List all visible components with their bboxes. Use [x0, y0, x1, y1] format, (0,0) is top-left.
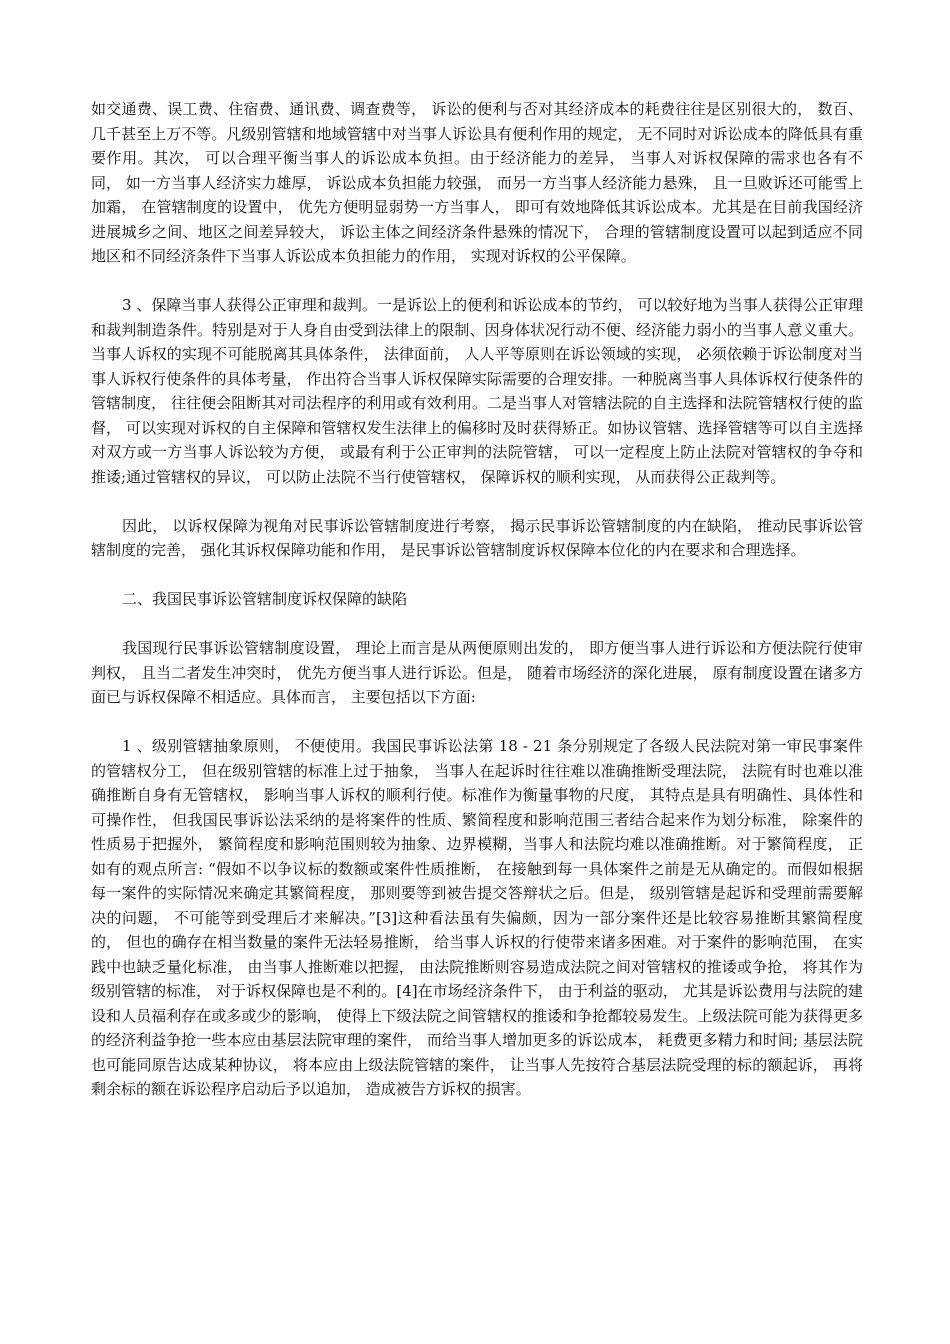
- document-body: [91, 97, 863, 1126]
- paragraph-conclusion: 因此， 以诉权保障为视角对民事诉讼管辖制度进行考察， 揭示民事诉讼管辖制度的内在缺陷， 推动民事诉讼管辖制度的完善， 强化其诉权保障功能和作用， 是民事诉讼管辖制度诉权保障本位化的内在要求和合理选择。: [91, 516, 863, 559]
- paragraph-current-system: 我国现行民事诉讼管辖制度设置， 理论上而言是从两便原则出发的， 即方便当事人进行诉讼和方便法院行使审判权， 且当二者发生冲突时， 优先方便当事人进行诉讼。但是， 随着市场经济的深化进展， 原有制度设置在诸多方面已与诉权保障不相适应。具体而言， 主要包括以下方面:: [91, 639, 863, 706]
- section-heading: 二、我国民事诉讼管辖制度诉权保障的缺陷: [122, 590, 408, 608]
- paragraph-level-jurisdiction: 1 、级别管辖抽象原则， 不便使用。我国民事诉讼法第 18 - 21 条分别规定了各级人民法院对第一审民事案件的管辖权分工， 但在级别管辖的标准上过于抽象， 当事人在起诉时往往难以准确推断受理法院， 法院有时也难以准确推断自身有无管辖权， 影响当事人诉权的顺利行使。标准作为衡量事物的尺度， 其特点是具有明确性、具体性和可操作性， 但我国民事诉讼法采纳的是将案件的性质、繁简程度和影响范围三者结合起来作为划分标准， 除案件的性质易于把握外， 繁简程度和影响范围则较为抽象、边界模糊，当事人和法院均难以准确推断。对于繁简程度， 正如有的观点所言: “假如不以争议标的数额或案件性质推断， 在接触到每一具体案件之前是无从确定的。而假如根据每一案件的实际情况来确定其繁简程度， 那则要等到被告提交答辩状之后。但是， 级别管辖是起诉和受理前需要解决的问题， 不可能等到受理后才来解决。”[3]这种看法虽有失偏颇，因为一部分案件还是比较容易推断其繁简程度的， 但也的确存在相当数量的案件无法轻易推断， 给当事人诉权的行使带来诸多困难。对于案件的影响范围， 在实践中也缺乏量化标准， 由当事人推断难以把握， 由法院推断则容易造成法院之间对管辖权的推诿或争抢， 将其作为级别管辖的标准， 对于诉权保障也是不利的。[4]在市场经济条件下， 由于利益的驱动， 尤其是诉讼费用与法院的建设和人员福利存在或多或少的影响， 使得上下级法院之间管辖权的推诿和争抢都较易发生。上级法院可能为获得更多的经济利益争抢一些本应由基层法院审理的案件， 而给当事人增加更多的诉讼成本， 耗费更多精力和时间; 基层法院也可能同原告达成某种协议， 将本应由上级法院管辖的案件， 让当事人先按符合基层法院受理的标的额起诉， 再将剩余标的额在诉讼程序启动后予以追加， 造成被告方诉权的损害。: [91, 737, 863, 1098]
- paragraph-fair-trial: 3 、保障当事人获得公正审理和裁判。一是诉讼上的便利和诉讼成本的节约， 可以较好地为当事人获得公正审理和裁判制造条件。特别是对于人身自由受到法律上的限制、因身体状况行动不便、经济能力弱小的当事人意义重大。当事人诉权的实现不可能脱离其具体条件， 法律面前， 人人平等原则在诉讼领域的实现， 必须依赖于诉讼制度对当事人诉权行使条件的具体考量， 作出符合当事人诉权保障实际需要的合理安排。一种脱离当事人具体诉权行使条件的管辖制度， 往往便会阻断其对司法程序的利用或有效利用。二是当事人对管辖法院的自主选择和法院管辖权行使的监督， 可以实现对诉权的自主保障和管辖权发生法律上的偏移时及时获得矫正。如协议管辖、选择管辖等可以自主选择对双方或一方当事人诉讼较为方便， 或最有利于公正审判的法院管辖， 可以一定程度上防止法院对管辖权的争夺和推诿;通过管辖权的异议， 可以防止法院不当行使管辖权， 保障诉权的顺利实现， 从而获得公正裁判等。: [91, 296, 863, 486]
- paragraph-litigation-cost: 如交通费、误工费、住宿费、通讯费、调查费等， 诉讼的便利与否对其经济成本的耗费往往是区别很大的， 数百、几千甚至上万不等。凡级别管辖和地域管辖中对当事人诉讼具有便利作用的规定， 无不同时对诉讼成本的降低具有重要作用。其次， 可以合理平衡当事人的诉讼成本负担。由于经济能力的差异， 当事人对诉权保障的需求也各有不同， 如一方当事人经济实力雄厚， 诉讼成本负担能力较强， 而另一方当事人经济能力悬殊， 且一旦败诉还可能雪上加霜， 在管辖制度的设置中， 优先方便明显弱势一方当事人， 即可有效地降低其诉讼成本。尤其是在目前我国经济进展城乡之间、地区之间差异较大， 诉讼主体之间经济条件悬殊的情况下， 合理的管辖制度设置可以起到适应不同地区和不同经济条件下当事人诉讼成本负担能力的作用， 实现对诉权的公平保障。: [91, 100, 863, 265]
